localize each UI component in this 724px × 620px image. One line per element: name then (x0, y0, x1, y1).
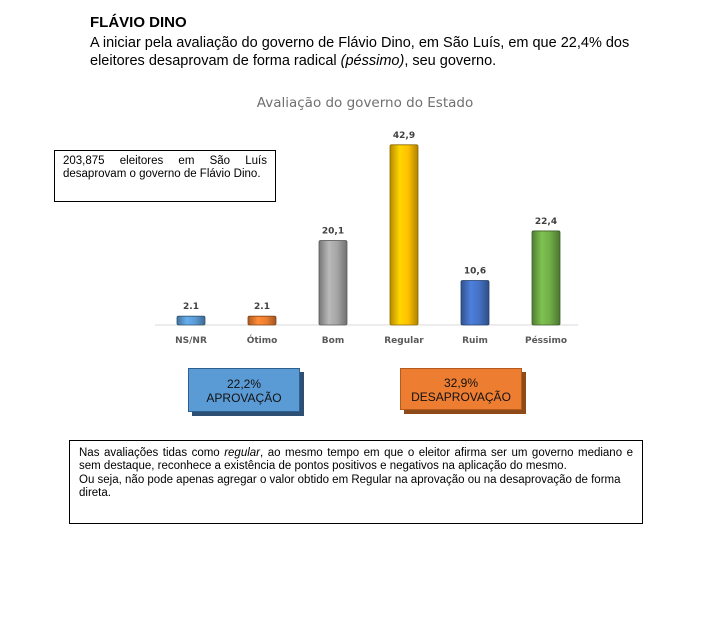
disapproval-badge (400, 368, 522, 410)
voters-note (54, 150, 276, 202)
bar-3 (390, 145, 418, 325)
value-label-4: 10,6 (463, 266, 487, 277)
disapproval-label: DESAPROVAÇÃO (411, 390, 511, 404)
explanation-text-start: Nas avaliações tidas como (79, 447, 225, 459)
approval-value: 22,2% (226, 377, 262, 391)
value-label-2: 20,1 (321, 226, 345, 237)
category-label-5: Péssimo (524, 336, 568, 346)
value-label-3: 42,9 (392, 130, 416, 141)
bar-4 (461, 280, 489, 325)
approval-badge (188, 368, 300, 412)
page-title: FLÁVIO DINO (90, 14, 187, 31)
bar-5 (532, 231, 560, 325)
value-label-0: 2.1 (183, 302, 199, 313)
category-label-3: Regular (384, 336, 424, 346)
approval-label: APROVAÇÃO (206, 391, 282, 405)
explanation-paragraph-1 (79, 447, 633, 474)
intro-text-end: , seu governo. (404, 53, 497, 69)
category-label-1: Ótimo (246, 336, 278, 346)
bar-2 (319, 241, 347, 325)
value-label-1: 2.1 (254, 302, 270, 313)
explanation-paragraph-2: Ou seja, não pode apenas agregar o valor obtido em Regular na aprovação ou na desaprovação de forma direta. (79, 473, 621, 499)
intro-emphasis: (péssimo) (340, 53, 405, 69)
category-label-4: Ruim (462, 336, 488, 346)
disapproval-value: 32,9% (443, 376, 479, 390)
voters-note-text: 203,875 eleitores em São Luís desaprovam o governo de Flávio Dino. (63, 155, 267, 180)
bar-0 (177, 316, 205, 325)
chart-title: Avaliação do governo do Estado (256, 95, 474, 111)
value-label-5: 22,4 (534, 216, 558, 227)
explanation-box (69, 440, 643, 524)
explanation-emphasis: regular (224, 447, 261, 459)
bar-1 (248, 316, 276, 325)
category-label-2: Bom (321, 336, 345, 346)
explanation-text-end: , ao mesmo tempo em que o eleitor afirma ser um governo mediano e sem destaque, reconhece a existência de pontos positivos e negativos na aplicação do mesmo. (79, 447, 633, 473)
intro-text-start: A iniciar pela avaliação do governo de Flávio Dino, em São Luís, em que 22,4% dos eleitores desaprovam de forma radical (90, 35, 630, 69)
category-label-0: NS/NR (175, 336, 207, 346)
